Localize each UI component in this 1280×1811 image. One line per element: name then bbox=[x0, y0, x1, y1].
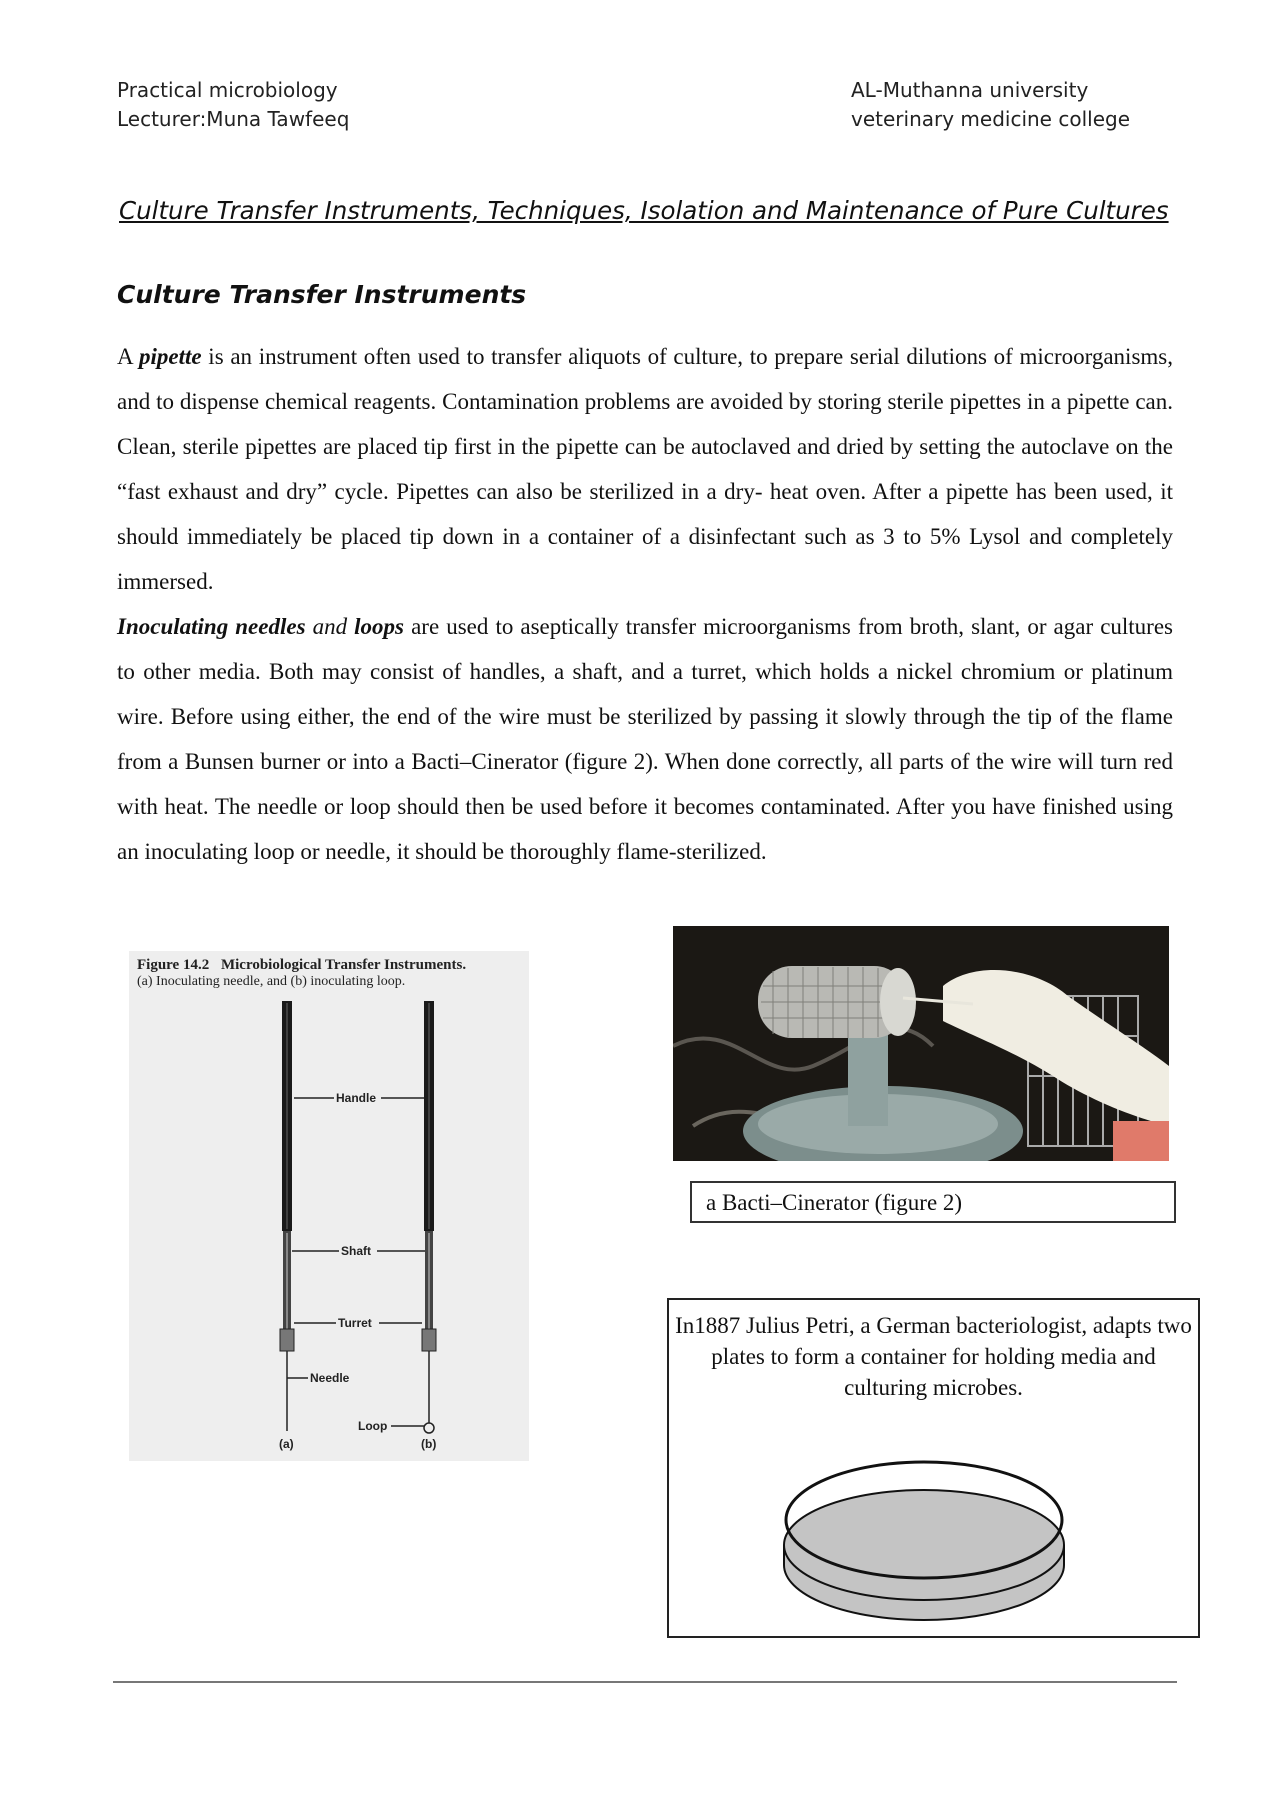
petri-dish-note bbox=[667, 1298, 1200, 1638]
figure-transfer-instruments bbox=[129, 951, 529, 1461]
lecturer-name: Lecturer:Muna Tawfeeq bbox=[117, 107, 350, 131]
needles-paragraph bbox=[117, 604, 1173, 874]
footer-rule bbox=[113, 1681, 1177, 1683]
course-name: Practical microbiology bbox=[117, 78, 338, 102]
transfer-instruments-illustration bbox=[129, 951, 529, 1461]
para2-text: are used to aseptically transfer microorganisms from broth, slant, or agar cultures to other media. Both may consist of handles, a shaft, and a turret, which holds a nickel chromium or platinum wire. Before using either, the end of the wire must be sterilized by passing it slowly through the tip of the flame from a Bunsen burner or into a Bacti–Cinerator (figure 2). When done correctly, all parts of the wire will turn red with heat. The needle or loop should then be used before it becomes contaminated. After you have finished using an inoculating loop or needle, it should be thoroughly flame-sterilized. bbox=[117, 614, 1174, 864]
label-a: (a) bbox=[279, 1437, 294, 1451]
body-text bbox=[117, 334, 1173, 874]
needle-label: Needle bbox=[310, 1371, 350, 1385]
bacti-cinerator-illustration bbox=[673, 926, 1169, 1161]
pipette-term: pipette bbox=[139, 344, 202, 369]
svg-text:Figure 14.2 Microbiologi bbox=[137, 957, 466, 973]
label-leader-lines bbox=[287, 1098, 425, 1426]
handle-label: Handle bbox=[336, 1091, 377, 1105]
pipette-paragraph bbox=[117, 334, 1173, 604]
inoculating-needle bbox=[280, 1001, 294, 1431]
bacti-cinerator-caption: a Bacti–Cinerator (figure 2) bbox=[690, 1181, 1176, 1223]
label-b: (b) bbox=[421, 1437, 437, 1451]
header-right bbox=[851, 76, 1130, 134]
figure1-title: Microbiological Transfer Instruments. bbox=[220, 957, 467, 973]
university-name: AL-Muthanna university bbox=[851, 78, 1089, 102]
document-title: Culture Transfer Instruments, Techniques, Isolation and Maintenance of Pure Cultures bbox=[119, 196, 1169, 225]
and-word: and bbox=[305, 614, 355, 639]
header-left bbox=[117, 76, 349, 134]
section-title: Culture Transfer Instruments bbox=[117, 280, 527, 309]
loop-label: Loop bbox=[358, 1419, 388, 1433]
turret-label: Turret bbox=[338, 1316, 372, 1330]
figure1-number: Figure 14.2 bbox=[137, 957, 210, 973]
inoculating-loop bbox=[422, 1001, 436, 1433]
petri-note-text: In1887 Julius Petri, a German bacteriologist, adapts two plates to form a container for holding media and culturing microbes. bbox=[675, 1313, 1192, 1400]
college-name: veterinary medicine college bbox=[851, 107, 1130, 131]
figure1-caption: (a) Inoculating needle, and (b) inoculating loop. bbox=[137, 974, 406, 989]
para1-lead: A bbox=[117, 344, 140, 369]
bacti-cinerator-photo bbox=[673, 926, 1169, 1161]
needles-term: Inoculating needles bbox=[117, 614, 306, 639]
petri-dish-icon bbox=[779, 1450, 1069, 1625]
shaft-label: Shaft bbox=[341, 1244, 371, 1258]
loops-term: loops bbox=[354, 614, 405, 639]
para1-text: is an instrument often used to transfer aliquots of culture, to prepare serial dilutions of microorganisms, and to dispense chemical reagents. Contamination problems are avoided by storing sterile pipettes in a pipette can. Clean, sterile pipettes are placed tip first in the pipette can be autoclaved and dried by setting the autoclave on the “fast exhaust and dry” cycle. Pipettes can also be sterilized in a dry- heat oven. After a pipette has been used, it should immediately be placed tip down in a container of a disinfectant such as 3 to 5% Lysol and completely immersed. bbox=[117, 344, 1173, 594]
